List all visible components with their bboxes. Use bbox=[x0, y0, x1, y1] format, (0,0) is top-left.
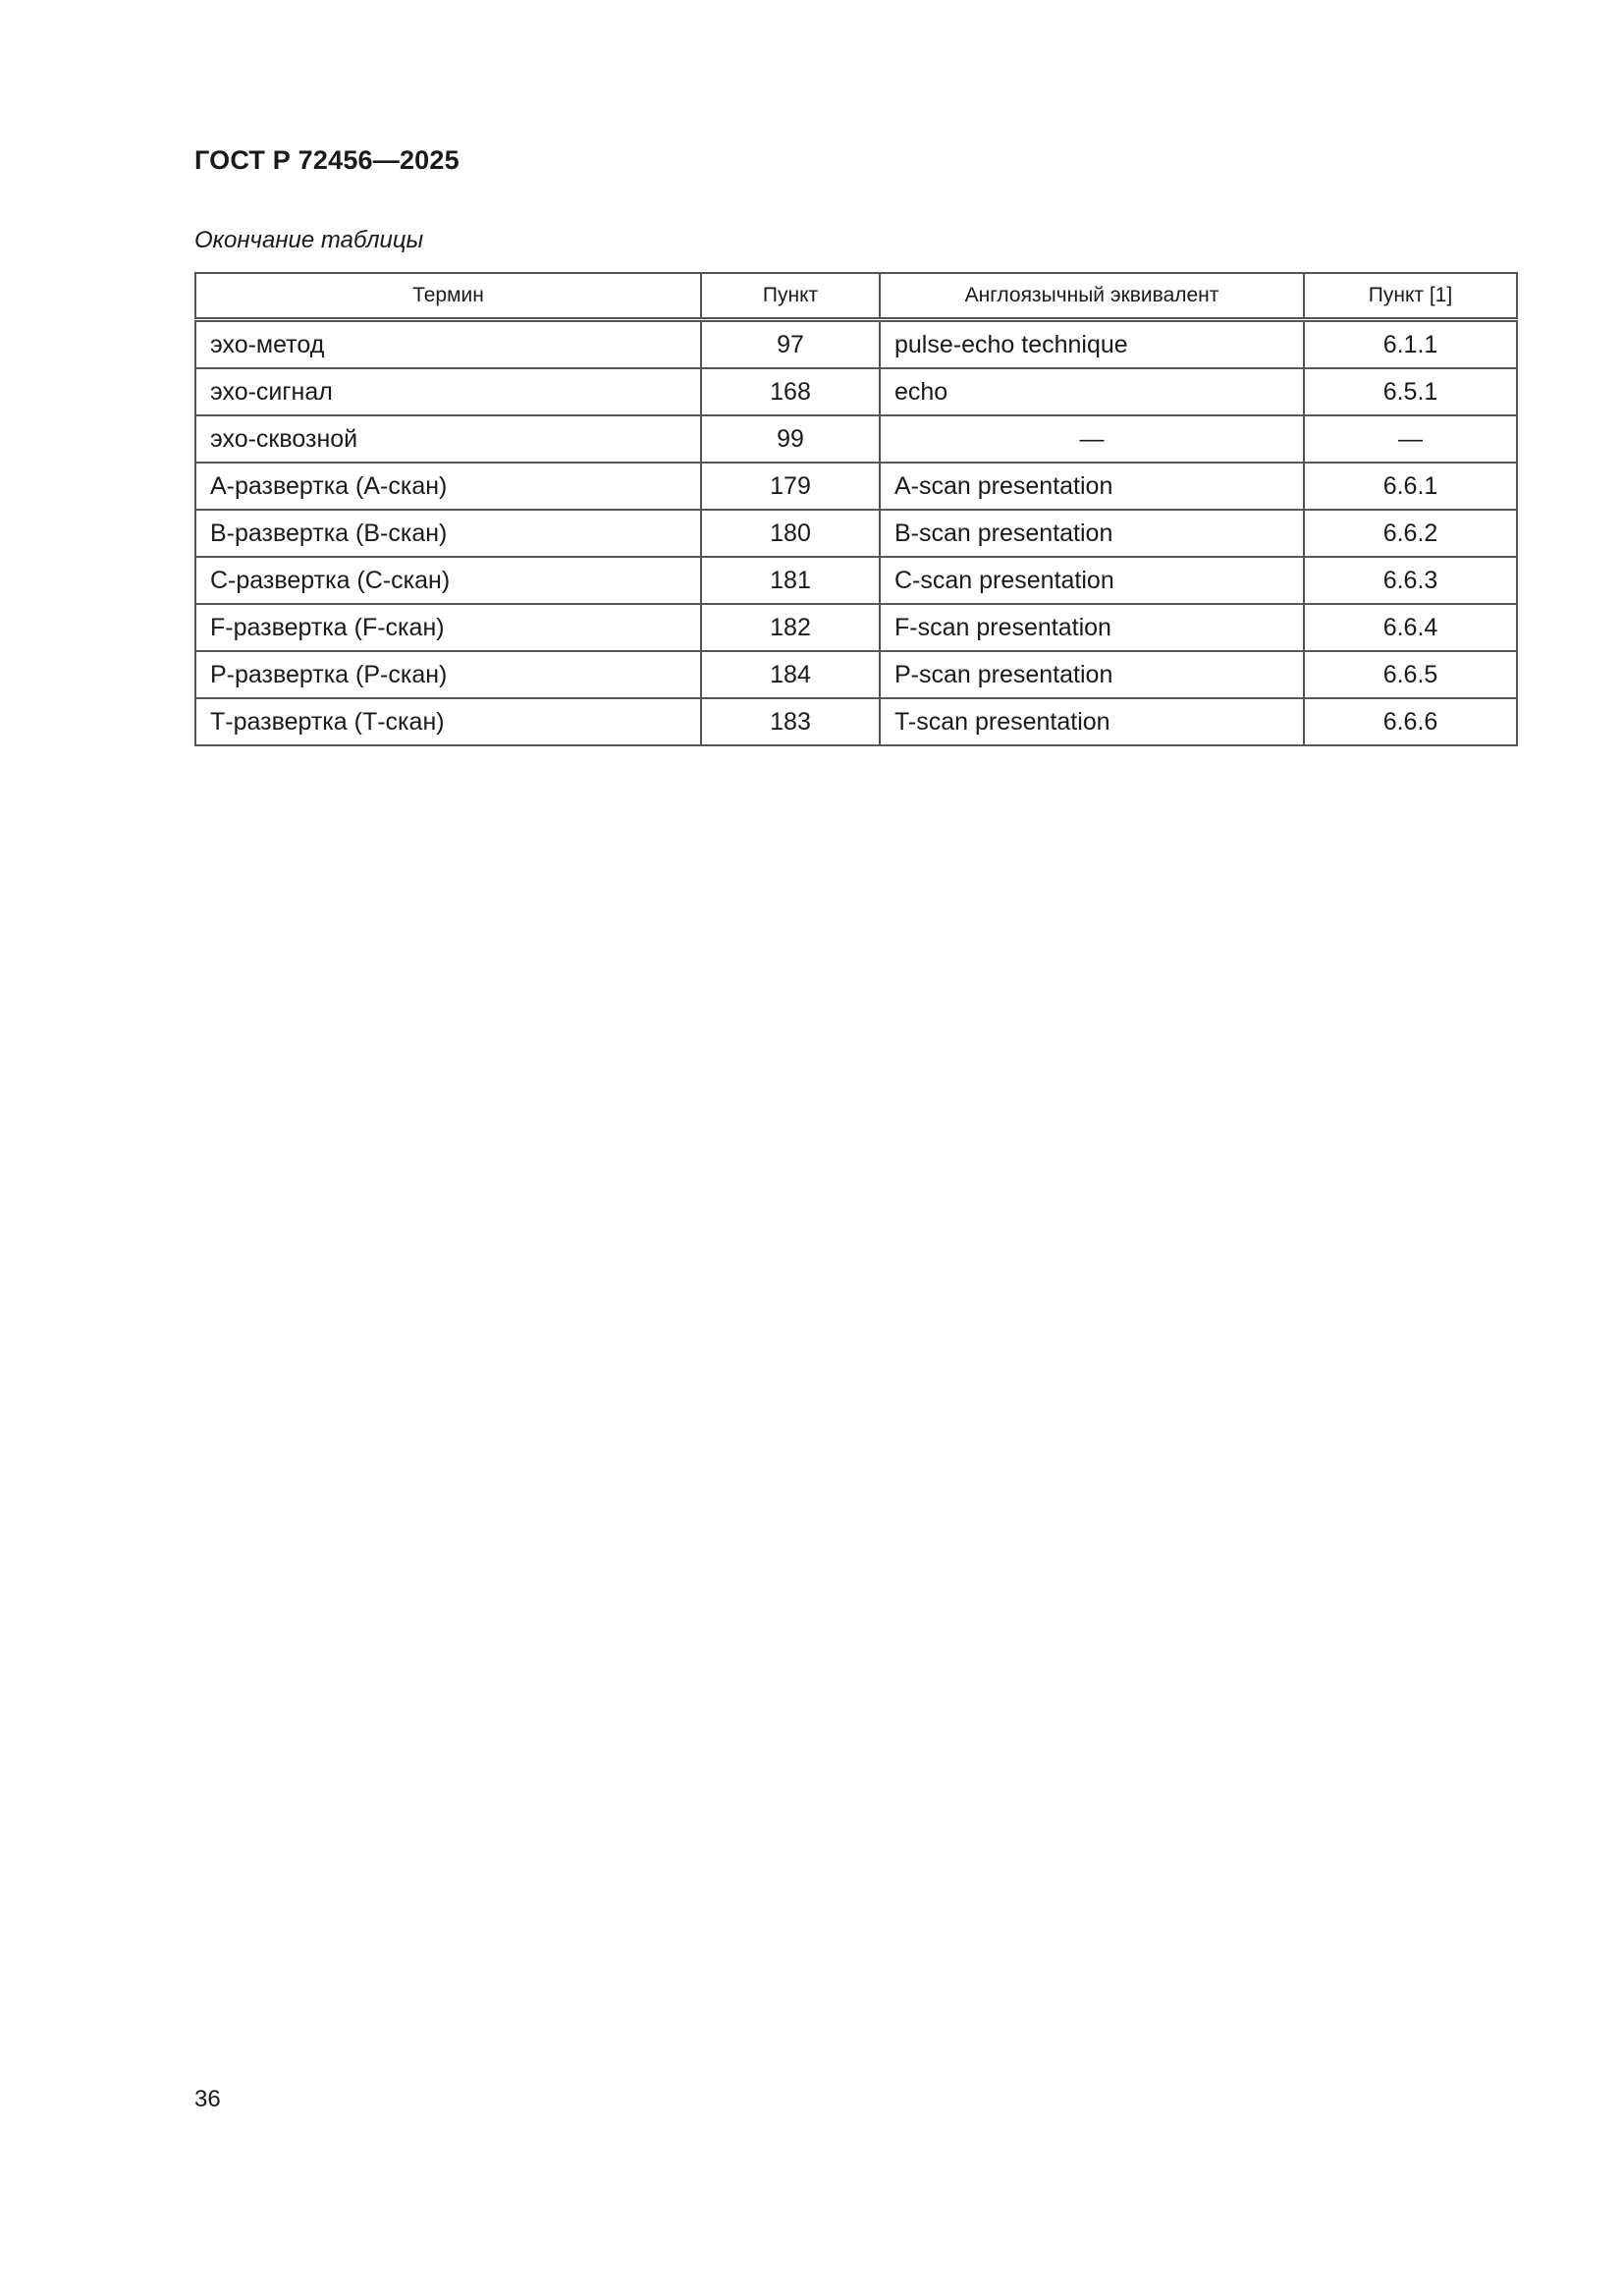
column-header-term: Термин bbox=[195, 273, 701, 320]
column-header-english-equivalent: Англоязычный эквивалент bbox=[880, 273, 1304, 320]
english-equivalent-cell: T-scan presentation bbox=[880, 698, 1304, 745]
term-cell: F-развертка (F-скан) bbox=[195, 604, 701, 651]
clause-cell: 179 bbox=[701, 463, 880, 510]
english-equivalent-cell: P-scan presentation bbox=[880, 651, 1304, 698]
clause-ref-cell: 6.6.1 bbox=[1304, 463, 1517, 510]
table-row bbox=[195, 463, 1517, 510]
english-equivalent-cell: — bbox=[880, 415, 1304, 463]
clause-cell: 184 bbox=[701, 651, 880, 698]
terms-table bbox=[194, 272, 1518, 746]
term-cell: эхо-сигнал bbox=[195, 368, 701, 415]
clause-ref-cell: 6.5.1 bbox=[1304, 368, 1517, 415]
clause-cell: 181 bbox=[701, 557, 880, 604]
clause-ref-cell: 6.1.1 bbox=[1304, 320, 1517, 369]
clause-ref-cell: — bbox=[1304, 415, 1517, 463]
term-cell: Р-развертка (Р-скан) bbox=[195, 651, 701, 698]
term-cell: Т-развертка (Т-скан) bbox=[195, 698, 701, 745]
english-equivalent-cell: echo bbox=[880, 368, 1304, 415]
term-cell: В-развертка (В-скан) bbox=[195, 510, 701, 557]
term-cell: эхо-метод bbox=[195, 320, 701, 369]
clause-cell: 182 bbox=[701, 604, 880, 651]
clause-cell: 97 bbox=[701, 320, 880, 369]
column-header-clause: Пункт bbox=[701, 273, 880, 320]
english-equivalent-cell: A-scan presentation bbox=[880, 463, 1304, 510]
clause-ref-cell: 6.6.6 bbox=[1304, 698, 1517, 745]
term-cell: С-развертка (С-скан) bbox=[195, 557, 701, 604]
english-equivalent-cell: F-scan presentation bbox=[880, 604, 1304, 651]
clause-ref-cell: 6.6.4 bbox=[1304, 604, 1517, 651]
clause-ref-cell: 6.6.5 bbox=[1304, 651, 1517, 698]
table-caption: Окончание таблицы bbox=[194, 227, 424, 253]
english-equivalent-cell: C-scan presentation bbox=[880, 557, 1304, 604]
clause-cell: 180 bbox=[701, 510, 880, 557]
english-equivalent-cell: pulse-echo technique bbox=[880, 320, 1304, 369]
table-row bbox=[195, 320, 1517, 369]
english-equivalent-cell: B-scan presentation bbox=[880, 510, 1304, 557]
table-header bbox=[195, 273, 1517, 320]
table-body bbox=[195, 320, 1517, 746]
header-row bbox=[195, 273, 1517, 320]
term-cell: эхо-сквозной bbox=[195, 415, 701, 463]
table-row bbox=[195, 415, 1517, 463]
clause-cell: 168 bbox=[701, 368, 880, 415]
clause-ref-cell: 6.6.2 bbox=[1304, 510, 1517, 557]
table-row bbox=[195, 557, 1517, 604]
table-row bbox=[195, 368, 1517, 415]
column-header-clause-ref: Пункт [1] bbox=[1304, 273, 1517, 320]
term-cell: А-развертка (А-скан) bbox=[195, 463, 701, 510]
clause-cell: 99 bbox=[701, 415, 880, 463]
page-number: 36 bbox=[194, 2086, 221, 2112]
table-row bbox=[195, 698, 1517, 745]
table-row bbox=[195, 651, 1517, 698]
document-header: ГОСТ Р 72456—2025 bbox=[194, 145, 460, 175]
table-row bbox=[195, 604, 1517, 651]
table-row bbox=[195, 510, 1517, 557]
clause-cell: 183 bbox=[701, 698, 880, 745]
clause-ref-cell: 6.6.3 bbox=[1304, 557, 1517, 604]
